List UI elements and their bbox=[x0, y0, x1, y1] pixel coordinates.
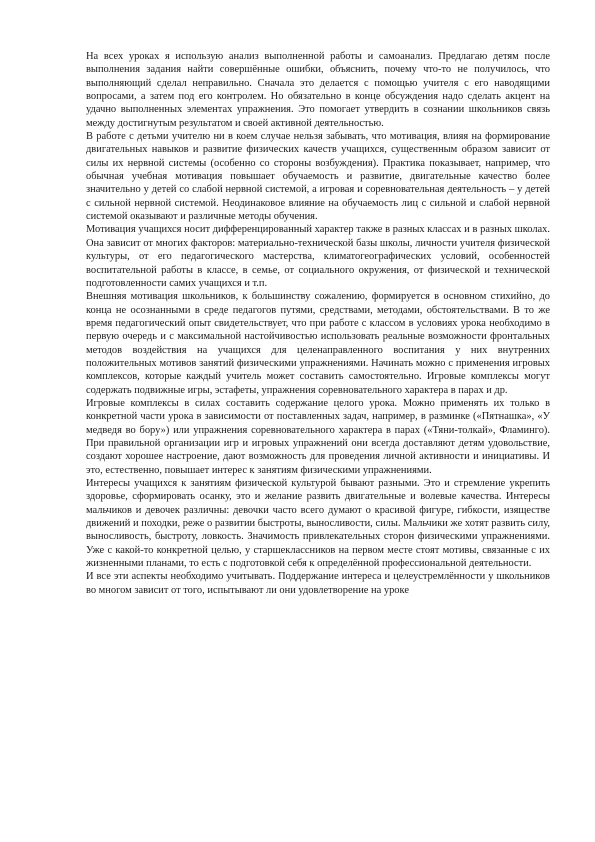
document-page bbox=[86, 50, 550, 597]
paragraph-conclusion: И все эти аспекты необходимо учитывать. Поддержание интереса и целеустремлённости у школьников во многом зависит от того, испытывают ли они удовлетворение на уроке bbox=[86, 571, 550, 596]
paragraph-game-complexes: Игровые комплексы в силах составить содержание целого урока. Можно применять их только в конкретной части урока в зависимости от поставленных задач, например, в разминке («Пятнашка», «У медведя во бору») или упражнения соревновательного характера в парах («Тяни-толкай», Фламинго). При правильной организации игр и игровых упражнений они всегда доставляют детям удовольствие, создают хорошее настроение, дают возможность для проведения личной активности и инициативы. И это, естественно, повышает интерес к занятиям физическими упражнениями. bbox=[86, 397, 550, 476]
paragraph-self-analysis: На всех уроках я использую анализ выполненной работы и самоанализ. Предлагаю детям после выполнения задания найти совершённые ошибки, объяснить, почему что-то не получилось, что выполняющий сделал неправильно. Сначала это делается с помощью учителя с его наводящими вопросами, а затем под его контролем. Но обязательно в конце обсуждения надо сделать акцент на удачно выполненных элементах упражнения. Это помогает утвердить в сознании школьников связь между достигнутым результатом и своей активной деятельностью. bbox=[86, 51, 550, 129]
paragraph-nervous-system: В работе с детьми учителю ни в коем случае нельзя забывать, что мотивация, влияя на формирование двигательных навыков и развитие физических качеств учащихся, существенным образом зависит от силы их нервной системы (особенно со стороны возбуждения). Практика показывает, например, что обычная учебная мотивация повышает обучаемость и развитие, двигательные качество более значительно у детей со слабой нервной системой, а игровая и соревновательная деятельность – у детей с сильной нервной системой. Неодинаковое влияние на обучаемость лиц с сильной и слабой нервной системой оказывают и различные методы обучения. bbox=[86, 131, 550, 223]
paragraph-student-interests: Интересы учащихся к занятиям физической культурой бывают разными. Это и стремление укрепить здоровье, сформировать осанку, это и желание развить двигательные и волевые качества. Интересы мальчиков и девочек различны: девочки часто всего думают о красивой фигуре, гибкости, изяществе движений и походки, реже о развитии быстроты, выносливости, силы. Мальчики же хотят развить силу, выносливость, быстроту, ловкость. Значимость привлекательных сторон физическими упражнениями. Уже с какой-то конкретной целью, у старшеклассников на первом месте стоят мотивы, связанные с их жизненными планами, то есть с подготовкой себя к определённой профессиональной деятельности. bbox=[86, 478, 550, 570]
paragraph-motivation-factors: Мотивация учащихся носит дифференцированный характер также в разных классах и в разных школах. Она зависит от многих факторов: материально-технической базы школы, личности учителя физической культуры, от его педагогического мастерства, климатогеографических условий, особенностей воспитательной работы в классе, в семье, от социального окружения, от физической и технической подготовленности самих учащихся и т.п. bbox=[86, 224, 550, 289]
paragraph-external-motivation: Внешняя мотивация школьников, к большинству сожалению, формируется в основном стихийно, до конца не осознанными в среде педагогов путями, средствами, методами, обстоятельствами. В то же время педагогический опыт свидетельствует, что при работе с классом в условиях урока необходимо в первую очередь и с максимальной настойчивостью использовать реальные возможности фронтальных методов воздействия на учащихся для целенаправленного воспитания у них внутренних положительных мотивов занятий физическими упражнениями. Начинать можно с применения игровых комплексов, которые каждый учитель может составить самостоятельно. Игровые комплексы могут содержать подвижные игры, эстафеты, упражнения соревновательного характера в парах и др. bbox=[86, 291, 550, 396]
